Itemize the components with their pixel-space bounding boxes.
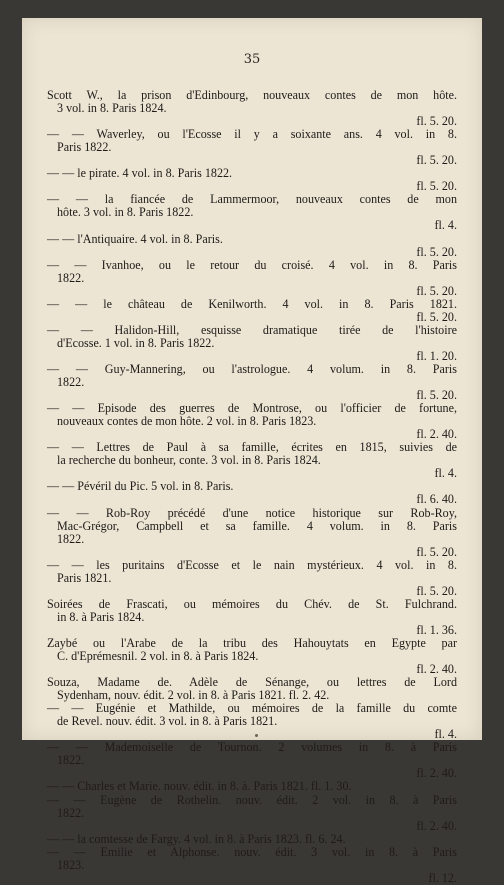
catalogue-entry xyxy=(47,193,457,232)
entry-price: fl. 2. 40. xyxy=(416,818,457,833)
catalogue-entry xyxy=(47,324,457,363)
entry-line: Zaybé ou l'Arabe de la tribu des Hahouytats en Egypte par xyxy=(47,635,457,650)
entry-price: fl. 5. 20. xyxy=(416,244,457,259)
entry-price: fl. 5. 20. xyxy=(416,114,457,129)
entry-price: fl. 5. 20. xyxy=(416,583,457,598)
catalogue-entry xyxy=(47,741,457,780)
entry-line: — — Waverley, ou l'Ecosse il y a soixante ans. 4 vol. in 8. xyxy=(47,127,457,142)
entry-line: — — Mademoiselle de Tournon. 2 volumes in 8. à Paris xyxy=(47,740,457,755)
entry-line: la recherche du bonheur, conte. 3 vol. in 8. Paris 1824. xyxy=(57,453,321,468)
catalogue-entry xyxy=(47,676,457,702)
entry-line: 1822. xyxy=(57,270,85,285)
entry-line: — — la fiancée de Lammermoor, nouveaux contes de mon xyxy=(47,192,457,207)
catalogue-entry xyxy=(47,846,457,885)
catalogue-entry xyxy=(47,402,457,441)
entry-line: — — Rob-Roy précédé d'une notice historique sur Rob-Roy, xyxy=(47,505,457,520)
entry-line: d'Ecosse. 1 vol. in 8. Paris 1822. xyxy=(57,335,215,350)
entry-price: fl. 4. xyxy=(434,218,457,233)
catalogue-entry xyxy=(47,259,457,298)
page-mark xyxy=(255,734,258,737)
catalogue-entry xyxy=(47,780,457,793)
entry-line: — — Episode des guerres de Montrose, ou l'officier de fortune, xyxy=(47,401,457,416)
catalogue-entry xyxy=(47,598,457,637)
catalogue-entry xyxy=(47,480,457,506)
entry-price: fl. 1. 36. xyxy=(416,622,457,637)
entry-line: — — le pirate. 4 vol. in 8. Paris 1822. xyxy=(47,166,233,181)
entry-line: C. d'Eprémesnil. 2 vol. in 8. à Paris 1824. xyxy=(57,649,259,664)
entry-price: fl. 4. xyxy=(434,727,457,742)
page-number: 35 xyxy=(243,52,261,67)
entry-line: Soirées de Frascati, ou mémoires du Chév. de St. Fulchrand. xyxy=(47,596,457,611)
entry-line: — — Eugénie et Mathilde, ou mémoires de la famille du comte xyxy=(47,701,457,716)
entry-line: in 8. à Paris 1824. xyxy=(57,609,145,624)
entry-line: — — Ivanhoe, ou le retour du croisé. 4 vol. in 8. Paris xyxy=(47,257,457,272)
entry-line: — — Guy-Mannering, ou l'astrologue. 4 volum. in 8. Paris xyxy=(47,361,457,376)
catalogue-entry xyxy=(47,363,457,402)
entry-line: — — la comtesse de Fargy. 4 vol. in 8. à Paris 1823. fl. 6. 24. xyxy=(47,831,346,846)
entry-line: Scott W., la prison d'Edinbourg, nouveaux contes de mon hôte. xyxy=(47,88,457,102)
entry-price: fl. 2. 40. xyxy=(416,427,457,442)
entry-price: fl. 2. 40. xyxy=(416,766,457,781)
entry-price: fl. 1. 20. xyxy=(416,348,457,363)
entry-line: — — Charles et Marie. nouv. édit. in 8. à. Paris 1821. fl. 1. 30. xyxy=(47,779,352,794)
entry-line: — — l'Antiquaire. 4 vol. in 8. Paris. xyxy=(47,231,223,246)
entry-line: nouveaux contes de mon hôte. 2 vol. in 8. Paris 1823. xyxy=(57,414,317,429)
catalogue-entry xyxy=(47,441,457,480)
entry-line: 1822. xyxy=(57,753,85,768)
entry-line: Paris 1821. xyxy=(57,570,112,585)
catalogue-entry xyxy=(47,89,457,128)
entry-line: Souza, Madame de. Adèle de Sénange, ou lettres de Lord xyxy=(47,675,457,690)
entry-price: fl. 5. 20. xyxy=(416,309,457,324)
entry-line: 1822. xyxy=(57,805,85,820)
book-page xyxy=(22,18,482,885)
entry-line: 1823. xyxy=(57,857,85,872)
entry-line: — — Lettres de Paul à sa famille, écrites en 1815, suivies de xyxy=(47,440,457,455)
entry-line: — — les puritains d'Ecosse et le nain mystérieux. 4 vol. in 8. xyxy=(47,557,457,572)
entry-line: hôte. 3 vol. in 8. Paris 1822. xyxy=(57,205,194,220)
catalogue-entry xyxy=(47,128,457,167)
catalogue-entry xyxy=(47,167,457,193)
entry-price: fl. 5. 20. xyxy=(416,153,457,168)
entry-price: fl. 6. 40. xyxy=(416,492,457,507)
entry-line: — — Pévéril du Pic. 5 vol. in 8. Paris. xyxy=(47,479,234,494)
entry-line: — — Eugène de Rothelin. nouv. édit. 2 vol. in 8. à Paris xyxy=(47,792,457,807)
catalogue-entry xyxy=(47,233,457,259)
catalogue-entry xyxy=(47,702,457,741)
entry-line: — — Halidon-Hill, esquisse dramatique tirée de l'histoire xyxy=(47,322,457,337)
entry-price: fl. 4. xyxy=(434,466,457,481)
entry-price: fl. 5. 20. xyxy=(416,544,457,559)
catalogue-entry xyxy=(47,637,457,676)
entry-line: — — le château de Kenilworth. 4 vol. in 8. Paris 1821. xyxy=(47,296,457,311)
catalogue-entry xyxy=(47,559,457,598)
entry-line: Mac-Grégor, Campbell et sa famille. 4 volum. in 8. Paris xyxy=(57,518,457,533)
entry-price: fl. 12. xyxy=(428,870,457,885)
entry-line: Sydenham, nouv. édit. 2 vol. in 8. à Paris 1821. fl. 2. 42. xyxy=(57,688,330,703)
entry-price: fl. 2. 40. xyxy=(416,662,457,677)
entry-price: fl. 5. 20. xyxy=(416,283,457,298)
entry-price: fl. 5. 20. xyxy=(416,179,457,194)
entry-line: 3 vol. in 8. Paris 1824. xyxy=(57,101,167,116)
entry-line: 1822. xyxy=(57,531,85,546)
entry-price: fl. 5. 20. xyxy=(416,388,457,403)
catalogue-entry xyxy=(47,298,457,324)
catalogue-entry xyxy=(47,794,457,833)
entry-line: 1822. xyxy=(57,375,85,390)
catalogue-entry xyxy=(47,507,457,559)
catalogue-entry xyxy=(47,833,457,846)
entry-line: Paris 1822. xyxy=(57,140,112,155)
entry-line: de Revel. nouv. édit. 3 vol. in 8. à Paris 1821. xyxy=(57,714,278,729)
catalogue-entries xyxy=(47,89,457,885)
entry-line: — — Emilie et Alphonse. nouv. édit. 3 vol. in 8. à Paris xyxy=(47,844,457,859)
